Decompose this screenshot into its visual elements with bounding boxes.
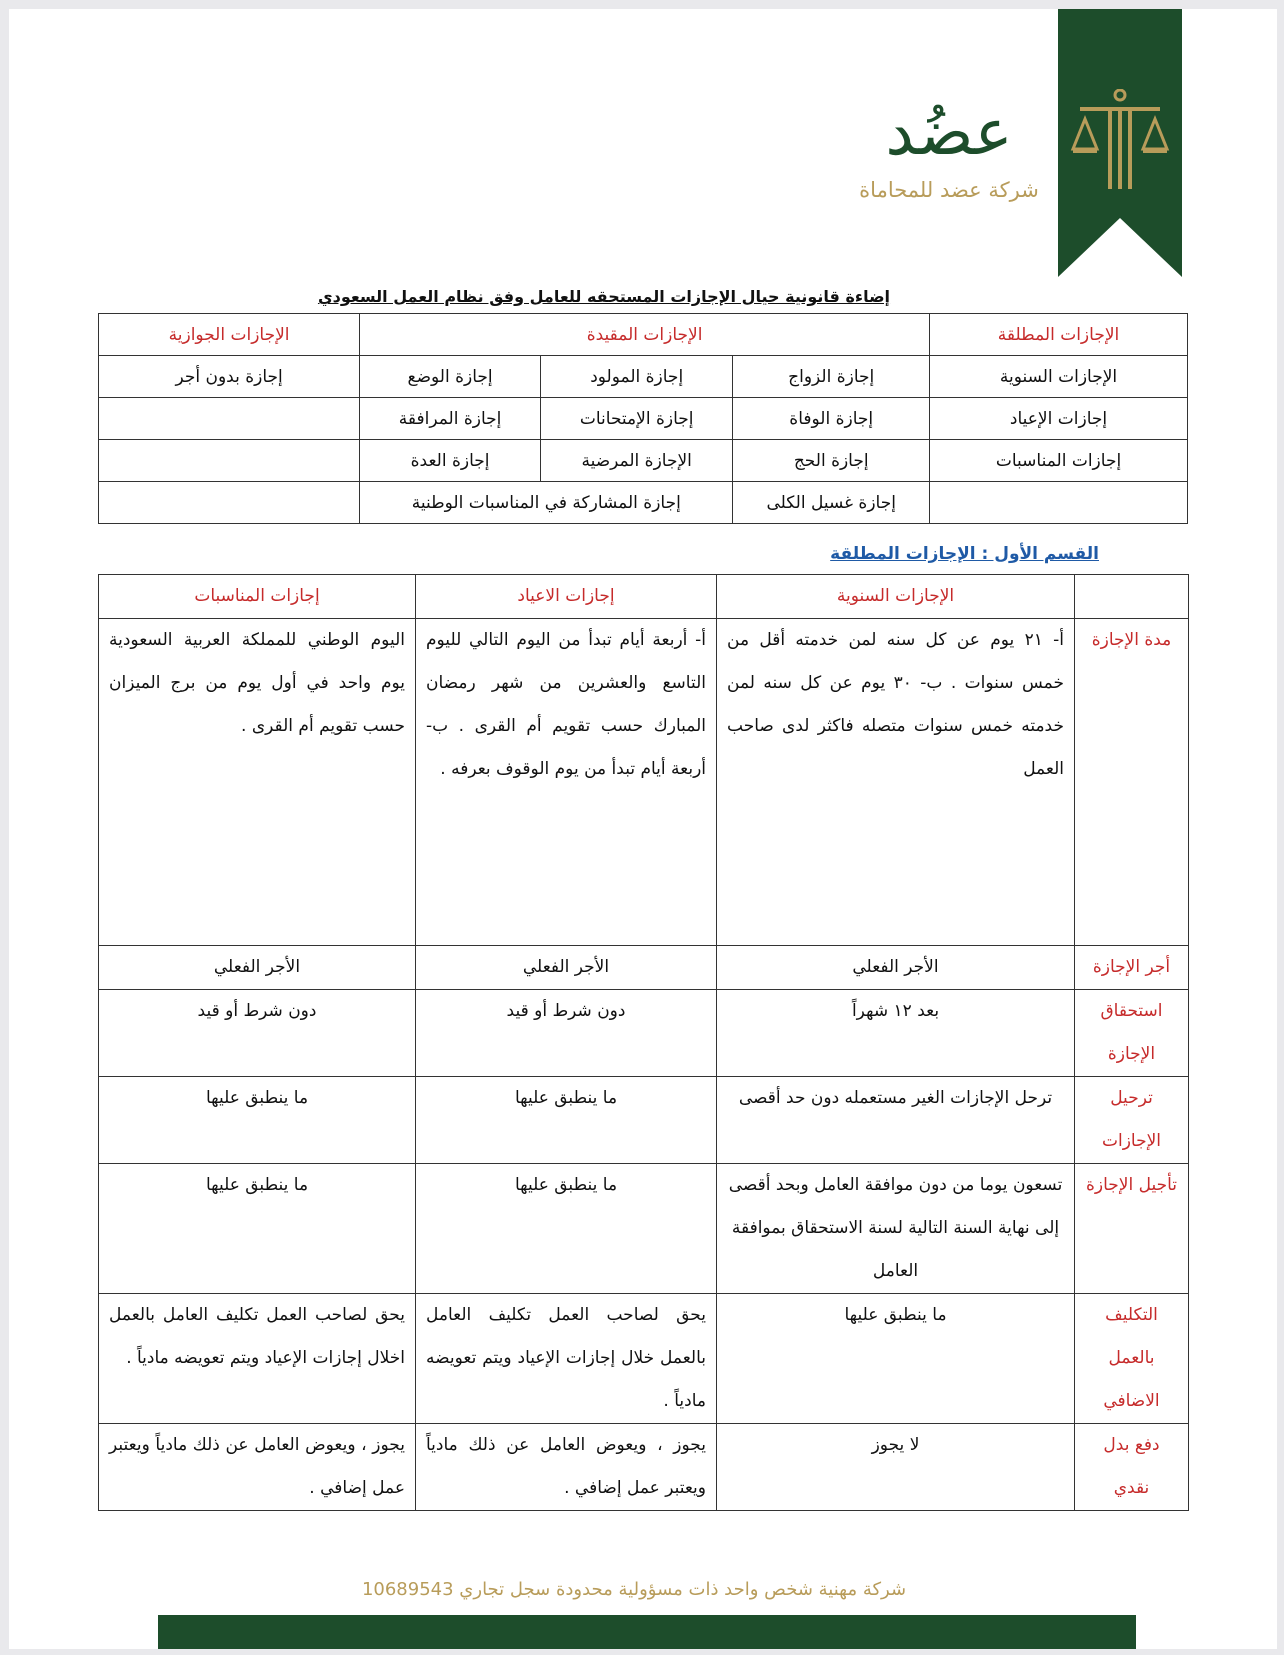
table-cell: إجازة غسيل الكلى xyxy=(733,482,930,524)
row-label: ترحيل الإجازات xyxy=(1075,1077,1189,1164)
table-cell: دون شرط أو قيد xyxy=(99,990,416,1077)
table-cell: إجازات الإعياد xyxy=(930,398,1188,440)
row-label: أجر الإجازة xyxy=(1075,946,1189,990)
table-cell: الأجر الفعلي xyxy=(416,946,717,990)
table-cell: ما ينطبق عليها xyxy=(99,1164,416,1294)
row-label: مدة الإجازة xyxy=(1075,619,1189,946)
table-cell: الإجازات السنوية xyxy=(930,356,1188,398)
row-label: التكليف بالعمل الاضافي xyxy=(1075,1294,1189,1424)
table-cell: يجوز ، ويعوض العامل عن ذلك مادياً ويعتبر عمل إضافي . xyxy=(99,1424,416,1511)
table-cell: إجازة بدون أجر xyxy=(99,356,360,398)
table-cell: ترحل الإجازات الغير مستعمله دون حد أقصى xyxy=(717,1077,1075,1164)
logo-subtitle: شركة عضد للمحاماة xyxy=(859,178,1039,202)
table-row xyxy=(99,398,1188,440)
table-cell: الإجازة المرضية xyxy=(540,440,732,482)
company-logo xyxy=(854,89,1044,219)
table-cell: إجازة المشاركة في المناسبات الوطنية xyxy=(360,482,733,524)
table-row xyxy=(99,946,1189,990)
table-cell: أ- أربعة أيام تبدأ من اليوم التالي لليوم التاسع والعشرين من شهر رمضان المبارك حسب تقويم أم القرى . ب- أربعة أيام تبدأ من يوم الوقوف بعرفه . xyxy=(416,619,717,946)
leave-summary-table xyxy=(98,313,1188,524)
header-corner xyxy=(1075,575,1189,619)
footer-bar xyxy=(158,1615,1136,1649)
table-cell: إجازة المولود xyxy=(540,356,732,398)
header-eid: إجازات الاعياد xyxy=(416,575,717,619)
table-cell: الأجر الفعلي xyxy=(99,946,416,990)
table-cell: إجازة المرافقة xyxy=(360,398,541,440)
footer-company-info: شركة مهنية شخص واحد ذات مسؤولية محدودة سجل تجاري 10689543 xyxy=(361,1579,907,1600)
table-cell: ما ينطبق عليها xyxy=(416,1077,717,1164)
table-cell: اليوم الوطني للمملكة العربية السعودية يوم واحد في أول يوم من برج الميزان حسب تقويم أم القرى . xyxy=(99,619,416,946)
table-cell: بعد ١٢ شهراً xyxy=(717,990,1075,1077)
document-page xyxy=(9,9,1277,1649)
row-label: دفع بدل نقدي xyxy=(1075,1424,1189,1511)
document-title: إضاءة قانونية حيال الإجازات المستحقه للعامل وفق نظام العمل السعودي xyxy=(317,287,891,306)
table-cell: دون شرط أو قيد xyxy=(416,990,717,1077)
header-occasions: إجازات المناسبات xyxy=(99,575,416,619)
table-header-row xyxy=(99,314,1188,356)
brand-ribbon xyxy=(1058,9,1182,277)
table-row xyxy=(99,1077,1189,1164)
table-cell: إجازة الوفاة xyxy=(733,398,930,440)
table-row xyxy=(99,356,1188,398)
table-row xyxy=(99,440,1188,482)
absolute-leaves-detail-table xyxy=(98,574,1189,1511)
table-cell xyxy=(99,482,360,524)
table-cell: لا يجوز xyxy=(717,1424,1075,1511)
table-cell: إجازة الزواج xyxy=(733,356,930,398)
header-optional-leaves: الإجازات الجوازية xyxy=(99,314,360,356)
table-row xyxy=(99,990,1189,1077)
table-cell: إجازة الحج xyxy=(733,440,930,482)
row-label: تأجيل الإجازة xyxy=(1075,1164,1189,1294)
table-row xyxy=(99,1294,1189,1424)
table-header-row xyxy=(99,575,1189,619)
header-annual: الإجازات السنوية xyxy=(717,575,1075,619)
table-cell xyxy=(99,440,360,482)
table-row xyxy=(99,1424,1189,1511)
table-cell: ما ينطبق عليها xyxy=(717,1294,1075,1424)
table-cell: إجازات المناسبات xyxy=(930,440,1188,482)
table-cell: ما ينطبق عليها xyxy=(416,1164,717,1294)
row-label: استحقاق الإجازة xyxy=(1075,990,1189,1077)
table-row xyxy=(99,619,1189,946)
header-absolute-leaves: الإجازات المطلقة xyxy=(930,314,1188,356)
table-cell: يجوز ، ويعوض العامل عن ذلك مادياً ويعتبر عمل إضافي . xyxy=(416,1424,717,1511)
table-cell xyxy=(99,398,360,440)
table-row xyxy=(99,482,1188,524)
table-cell: إجازة الإمتحانات xyxy=(540,398,732,440)
table-cell xyxy=(930,482,1188,524)
section-title: القسم الأول : الإجازات المطلقة xyxy=(830,544,1099,564)
table-cell: يحق لصاحب العمل تكليف العامل بالعمل خلال إجازات الإعياد ويتم تعويضه مادياً . xyxy=(416,1294,717,1424)
table-cell: تسعون يوما من دون موافقة العامل وبحد أقصى إلى نهاية السنة التالية لسنة الاستحقاق بموافقة العامل xyxy=(717,1164,1075,1294)
scales-icon xyxy=(1070,89,1170,199)
table-cell: أ- ٢١ يوم عن كل سنه لمن خدمته أقل من خمس سنوات . ب- ٣٠ يوم عن كل سنه لمن خدمته خمس سنوات متصله فاكثر لدى صاحب العمل xyxy=(717,619,1075,946)
table-cell: إجازة العدة xyxy=(360,440,541,482)
table-cell: الأجر الفعلي xyxy=(717,946,1075,990)
table-row xyxy=(99,1164,1189,1294)
table-cell: إجازة الوضع xyxy=(360,356,541,398)
header-restricted-leaves: الإجازات المقيدة xyxy=(360,314,930,356)
table-cell: ما ينطبق عليها xyxy=(99,1077,416,1164)
logo-wordmark: عضُد xyxy=(885,96,1013,170)
table-cell: يحق لصاحب العمل تكليف العامل بالعمل اخلال إجازات الإعياد ويتم تعويضه مادياً . xyxy=(99,1294,416,1424)
